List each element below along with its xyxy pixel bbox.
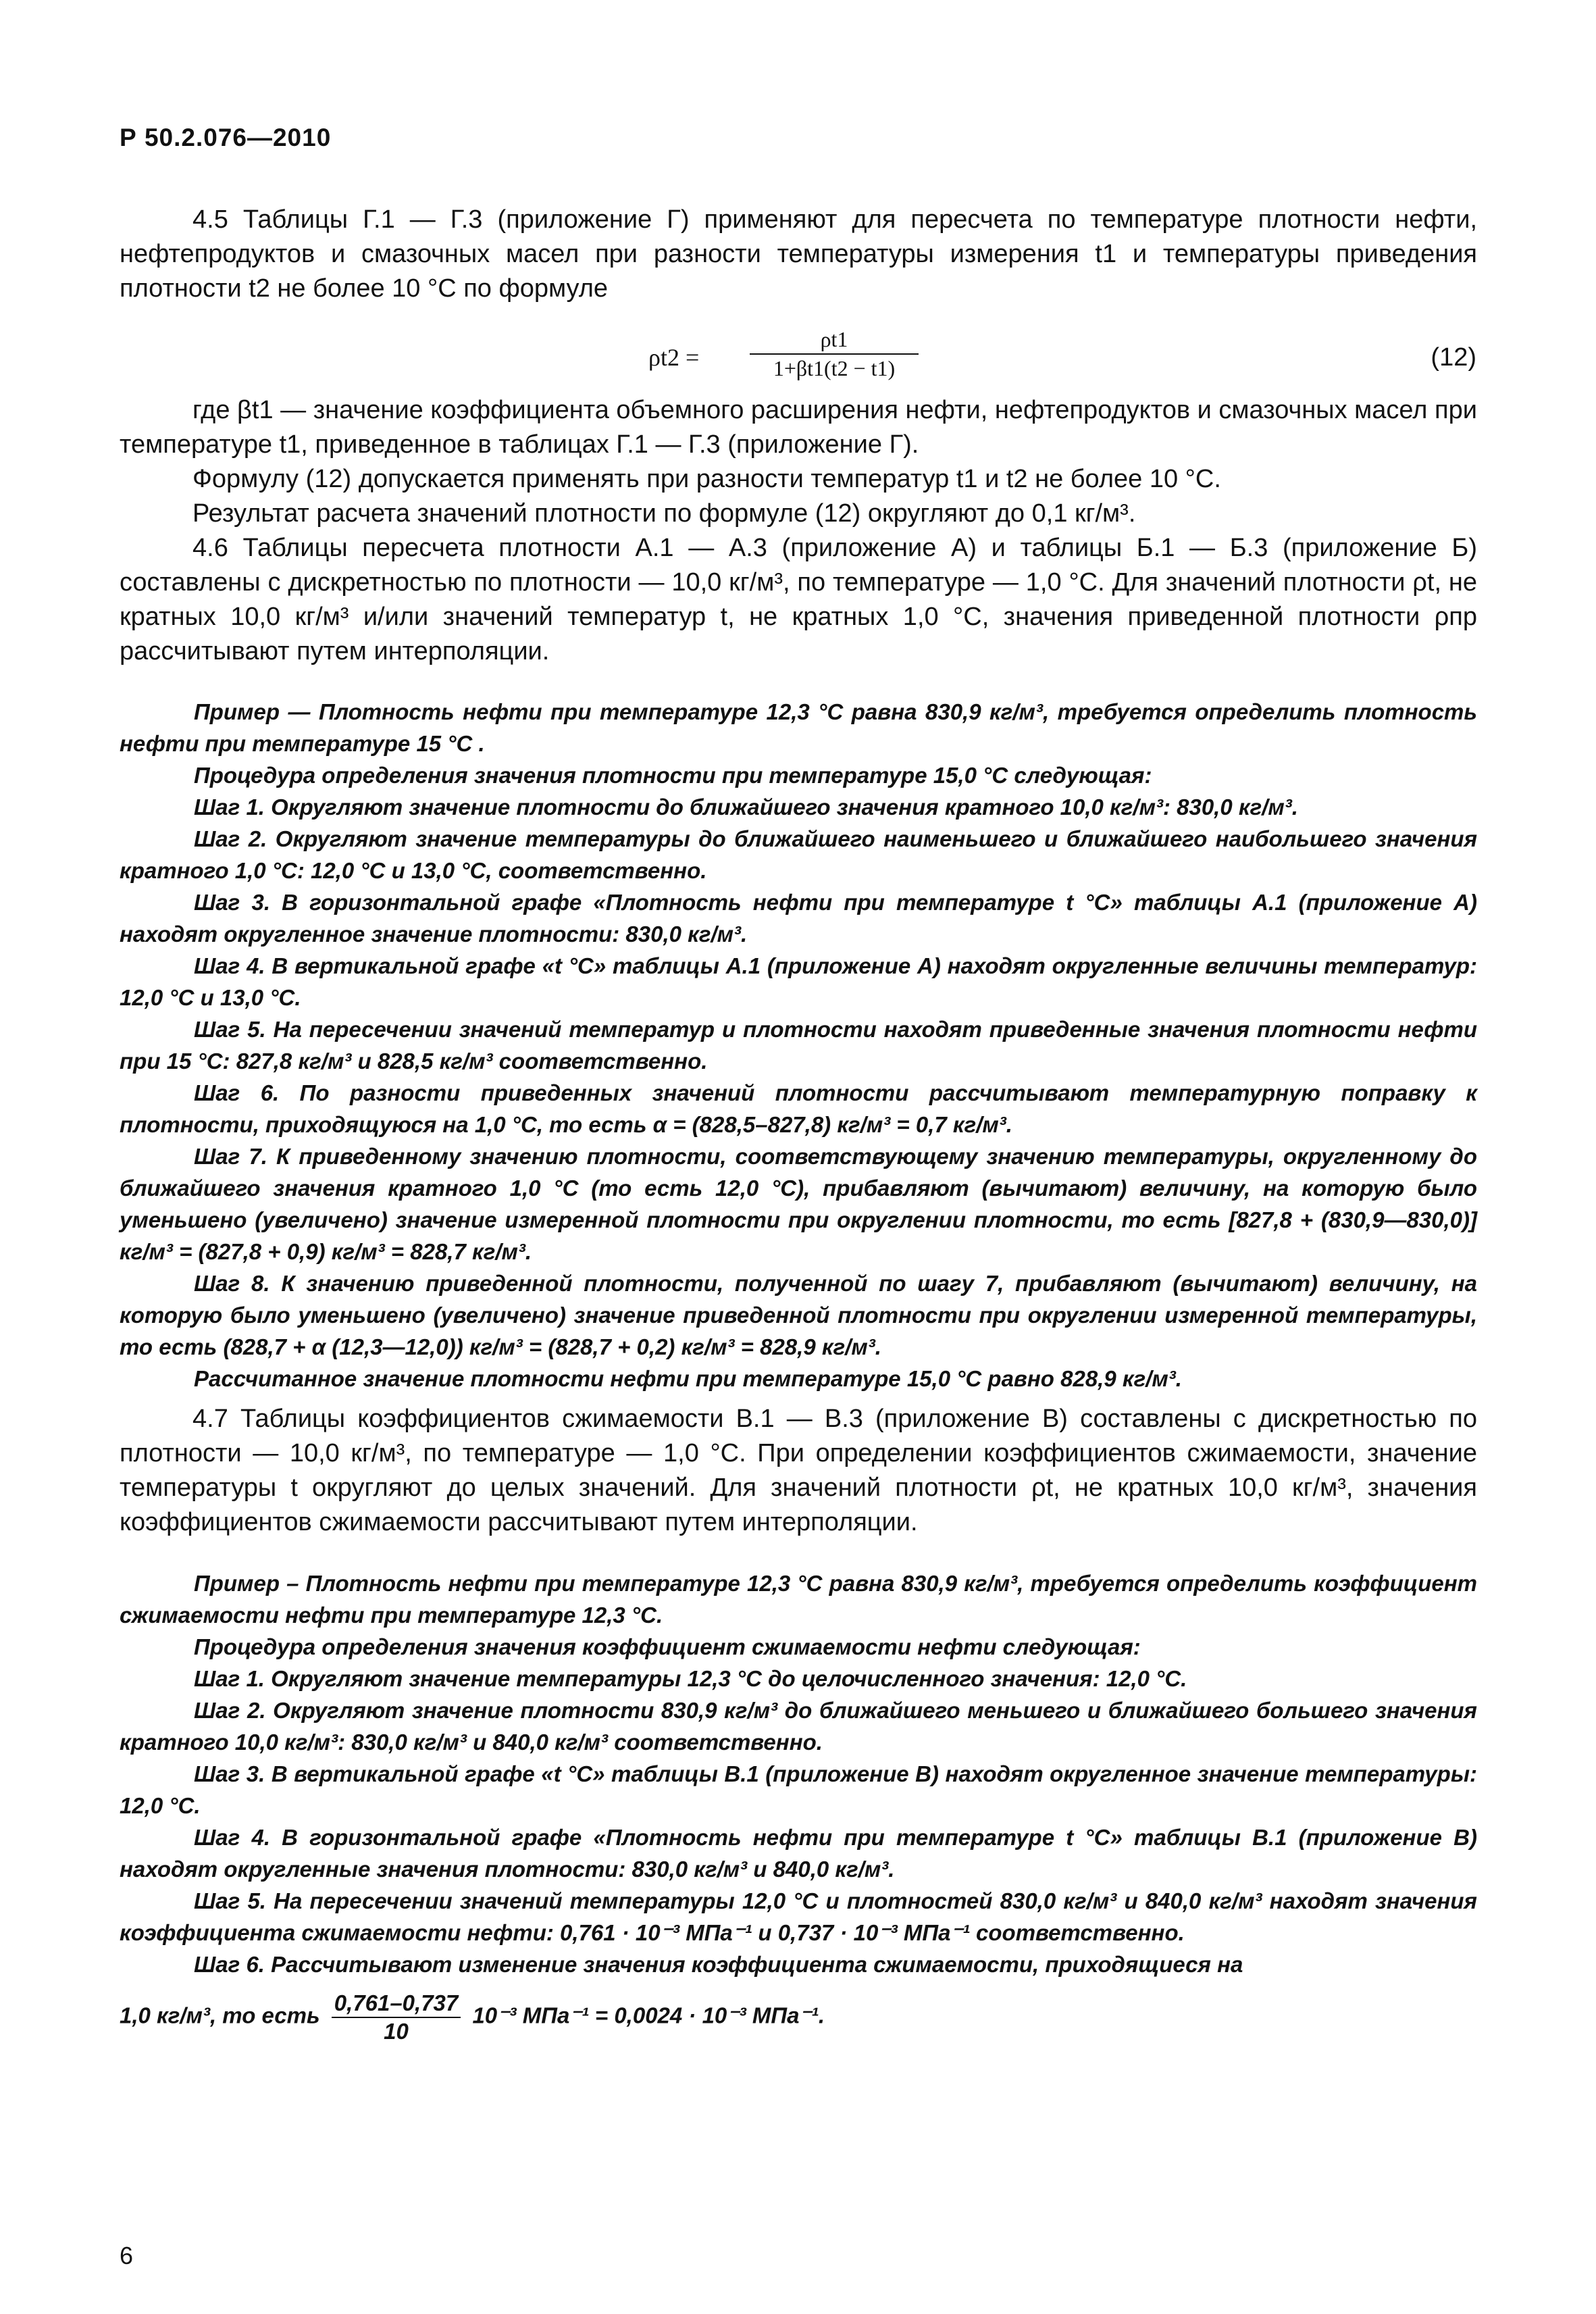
formula-label: (12)	[1431, 343, 1476, 372]
example-line: Шаг 1. Округляют значение плотности до ближайшего значения кратного 10,0 кг/м³: 830,0 кг/м³.	[194, 795, 1298, 820]
example-line: Рассчитанное значение плотности нефти при температуре 15,0 °С равно 828,9 кг/м³.	[194, 1366, 1182, 1391]
section-4-5-body	[120, 393, 1477, 531]
example-2	[120, 1567, 1477, 2045]
standard-number: Р 50.2.076—2010	[120, 124, 332, 151]
example-line: Процедура определения значения плотности при температуре 15,0 °С следующая:	[194, 763, 1152, 788]
example-line: Шаг 4. В вертикальной графе «t °С» таблицы А.1 (приложение А) находят округленные величины температур: 12,0 °С и 13,0 °С.	[120, 953, 1477, 1010]
example-1	[120, 696, 1477, 1394]
section-4-7	[120, 1402, 1477, 1540]
example-line: Шаг 2. Округляют значение плотности 830,9 кг/м³ до ближайшего меньшего и ближайшего большего значения кратного 10,0 кг/м³: 830,0 кг/м³ и 840,0 кг/м³ соответственно.	[120, 1698, 1477, 1755]
formula-fraction	[750, 327, 919, 381]
final-fraction-numerator: 0,761–0,737	[332, 1990, 461, 2018]
example-line: Шаг 8. К значению приведенной плотности, полученной по шагу 7, прибавляют (вычитают) величину, на которую было уменьшено (увеличено) значение приведенной плотности при округлении измеренной температуры, то есть (828,7 + α (12,3—12,0)) кг/м³ = (828,7 + 0,2) кг/м³ = 828,9 кг/м³.	[120, 1271, 1477, 1359]
paragraph: 4.6 Таблицы пересчета плотности А.1 — А.3 (приложение А) и таблицы Б.1 — Б.3 (приложение Б) составлены с дискретностью по плотности — 10,0 кг/м³, по температуре — 1,0 °С. Для значений плотности ρt, не кратных 10,0 кг/м³ и/или значений температур t, не кратных 1,0 °С, значения приведенной плотности ρпр рассчитывают путем интерполяции.	[120, 534, 1477, 665]
example-line: Шаг 4. В горизонтальной графе «Плотность нефти при температуре t °С» таблицы В.1 (приложение В) находят округленные значения плотности: 830,0 кг/м³ и 840,0 кг/м³.	[120, 1825, 1477, 1882]
formula-numerator: ρt1	[750, 327, 919, 355]
paragraph: Результат расчета значений плотности по формуле (12) округляют до 0,1 кг/м³.	[192, 499, 1136, 528]
example-line: Пример — Плотность нефти при температуре 12,3 °С равна 830,9 кг/м³, требуется определить плотность нефти при температуре 15 °С .	[120, 699, 1477, 756]
paragraph: 4.7 Таблицы коэффициентов сжимаемости В.1 — В.3 (приложение В) составлены с дискретностью по плотности — 10,0 кг/м³, по температуре — 1,0 °С. При определении коэффициентов сжимаемости, значение температуры t округляют до целых значений. Для значений плотности ρt, не кратных 10,0 кг/м³, значения коэффициентов сжимаемости рассчитывают путем интерполяции.	[120, 1405, 1477, 1536]
final-fraction	[332, 1990, 461, 2045]
example-line: Шаг 5. На пересечении значений температуры 12,0 °С и плотностей 830,0 кг/м³ и 840,0 кг/м³ находят значения коэффициента сжимаемости нефти: 0,761 · 10⁻³ МПа⁻¹ и 0,737 · 10⁻³ МПа⁻¹ соответственно.	[120, 1888, 1477, 1945]
paragraph: где βt1 — значение коэффициента объемного расширения нефти, нефтепродуктов и смазочных масел при температуре t1, приведенное в таблицах Г.1 — Г.3 (приложение Г).	[120, 396, 1477, 459]
example-line: Шаг 6. Рассчитывают изменение значения коэффициента сжимаемости, приходящиеся на	[194, 1952, 1243, 1977]
example-line: Шаг 1. Округляют значение температуры 12,3 °С до целочисленного значения: 12,0 °С.	[194, 1666, 1187, 1691]
final-suffix: 10⁻³ МПа⁻¹ = 0,0024 · 10⁻³ МПа⁻¹.	[472, 2003, 825, 2028]
example-line: Шаг 5. На пересечении значений температур и плотности находят приведенные значения плотности нефти при 15 °С: 827,8 кг/м³ и 828,5 кг/м³ соответственно.	[120, 1017, 1477, 1074]
example-line: Пример – Плотность нефти при температуре 12,3 °С равна 830,9 кг/м³, требуется определить коэффициент сжимаемости нефти при температуре 12,3 °С.	[120, 1571, 1477, 1628]
final-fraction-denominator: 10	[384, 2019, 409, 2044]
example-line: Шаг 7. К приведенному значению плотности, соответствующему значению температуры, округленному до ближайшего значения кратного 1,0 °С (то есть 12,0 °С), прибавляют (вычитают) величину, на которую было уменьшено (увеличено) значение измеренной плотности при округлении плотности, то есть [827,8 + (830,9—830,0)] кг/м³ = (827,8 + 0,9) кг/м³ = 828,7 кг/м³.	[120, 1144, 1477, 1264]
example-line: Процедура определения значения коэффициент сжимаемости нефти следующая:	[194, 1634, 1141, 1659]
page-number: 6	[120, 2242, 134, 2269]
example-line: Шаг 2. Округляют значение температуры до ближайшего наименьшего и ближайшего наибольшего значения кратного 1,0 °С: 12,0 °С и 13,0 °С, соответственно.	[120, 826, 1477, 883]
formula-denominator: 1+βt1(t2 − t1)	[773, 356, 896, 380]
example-line: Шаг 3. В вертикальной графе «t °С» таблицы В.1 (приложение В) находят округленное значение температуры: 12,0 °С.	[120, 1761, 1477, 1818]
formula-12	[648, 327, 932, 388]
paragraph: Формулу (12) допускается применять при разности температур t1 и t2 не более 10 °С.	[192, 465, 1221, 493]
section-4-5-intro	[120, 203, 1477, 306]
paragraph: 4.5 Таблицы Г.1 — Г.3 (приложение Г) применяют для пересчета по температуре плотности нефти, нефтепродуктов и смазочных масел при разности температуры измерения t1 и температуры приведения плотности t2 не более 10 °С по формуле	[120, 205, 1477, 303]
final-prefix: 1,0 кг/м³, то есть	[120, 2003, 320, 2028]
example-line: Шаг 6. По разности приведенных значений плотности рассчитывают температурную поправку к плотности, приходящуюся на 1,0 °С, то есть α = (828,5–827,8) кг/м³ = 0,7 кг/м³.	[120, 1080, 1477, 1137]
example-line-final	[120, 1990, 1477, 2045]
formula-lhs: ρt2 =	[648, 344, 700, 371]
section-4-6	[120, 531, 1477, 669]
example-line: Шаг 3. В горизонтальной графе «Плотность нефти при температуре t °С» таблицы А.1 (приложение А) находят округленное значение плотности: 830,0 кг/м³.	[120, 890, 1477, 947]
